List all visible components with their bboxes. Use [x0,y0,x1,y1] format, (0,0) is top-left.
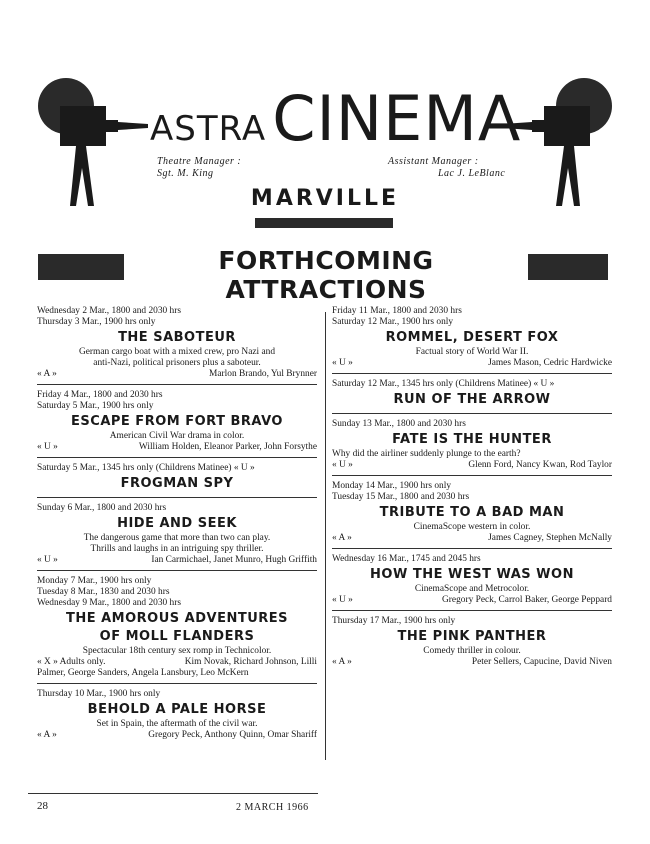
film-rating: « A » [332,533,352,543]
film-listing [332,481,612,549]
showtime-line: Sunday 13 Mar., 1800 and 2030 hrs [332,419,466,429]
film-rating: « A » [37,730,57,740]
showtimes [37,390,317,412]
showtimes [332,616,612,627]
film-cast: Marlon Brando, Yul Brynner [209,369,317,379]
title-part-cinema: CINEMA [272,82,522,155]
film-listing [332,616,612,672]
film-rating: « U » [37,555,58,565]
film-description: Comedy thriller in colour. [423,646,521,656]
rating-cast-line [37,730,317,741]
rating-cast-line [332,358,612,369]
film-cast: Kim Novak, Richard Johnson, Lilli [184,657,317,667]
showtimes [332,481,612,503]
showtimes [37,689,317,700]
film-rating: « A » [37,369,57,379]
showtime-line: Thursday 10 Mar., 1900 hrs only [37,689,161,699]
showtimes [332,554,612,565]
film-rating: « X » Adults only. [37,657,106,667]
town-name: MARVILLE [250,186,400,211]
page-number: 28 [37,800,48,812]
film-title: FROGMAN SPY [120,476,234,491]
assistant-manager-label: Assistant Manager : [388,156,479,167]
town-underline [255,218,393,228]
left-column [37,306,317,750]
showtime-line: Friday 4 Mar., 1800 and 2030 hrs [37,390,163,400]
footer-rule [28,793,318,794]
film-listing [332,379,612,414]
showtime-line: Saturday 5 Mar., 1900 hrs only [37,401,154,411]
rating-cast-line [332,533,612,544]
film-description: Thrills and laughs in an intriguing spy thriller. [90,544,264,554]
title-part-astra: ASTRA [150,109,267,149]
showtime-line: Thursday 3 Mar., 1900 hrs only [37,317,156,327]
film-title: THE AMOROUS ADVENTURES [65,611,289,626]
film-title: THE PINK PANTHER [397,629,547,644]
film-description: anti-Nazi, political prisoners plus a saboteur. [93,358,261,368]
rating-cast-line [37,555,317,566]
film-listing [37,576,317,684]
film-description: Set in Spain, the aftermath of the civil war. [96,719,258,729]
showtime-line: Saturday 12 Mar., 1345 hrs only (Childrens Matinee) « U » [332,379,555,389]
film-projector-icon [30,76,150,206]
film-rating: « U » [332,358,353,368]
theatre-manager-name: Sgt. M. King [157,168,214,179]
film-title: ESCAPE FROM FORT BRAVO [71,414,283,429]
film-listing [332,419,612,476]
film-rating: « U » [332,595,353,605]
showtimes [332,419,612,430]
film-description: German cargo boat with a mixed crew, pro Nazi and [78,347,276,357]
film-listing [37,306,317,385]
assistant-manager-name: Lac J. LeBlanc [438,168,506,179]
film-description: Factual story of World War II. [415,347,529,357]
film-rating: « U » [37,442,58,452]
showtime-line: Friday 11 Mar., 1800 and 2030 hrs [332,306,462,316]
rating-cast-line [37,657,317,668]
showtime-line: Wednesday 16 Mar., 1745 and 2045 hrs [332,554,481,564]
film-listing [37,463,317,498]
showtimes [332,306,612,328]
film-description: Spectacular 18th century sex romp in Technicolor. [82,646,272,656]
rating-cast-line [332,460,612,471]
showtime-line: Wednesday 9 Mar., 1800 and 2030 hrs [37,598,182,608]
film-title: BEHOLD A PALE HORSE [87,702,267,717]
showtimes [332,379,612,390]
column-divider [325,312,326,760]
showtime-line: Tuesday 8 Mar., 1830 and 2030 hrs [37,587,170,597]
film-description: American Civil War drama in color. [109,431,245,441]
showtime-line: Saturday 5 Mar., 1345 hrs only (Childrens Matinee) « U » [37,463,255,473]
film-description: The dangerous game that more than two can play. [83,533,271,543]
film-description: CinemaScope western in color. [413,522,531,532]
cinema-title [150,82,522,164]
showtime-line: Saturday 12 Mar., 1900 hrs only [332,317,454,327]
right-column [332,306,612,677]
film-description: Why did the airliner suddenly plunge to the earth? [332,449,521,459]
film-cast: Gregory Peck, Carrol Baker, George Peppard [442,595,612,605]
film-cast: James Mason, Cedric Hardwicke [488,358,612,368]
film-title: HIDE AND SEEK [117,516,237,531]
film-title: OF MOLL FLANDERS [99,629,255,644]
showtime-line: Wednesday 2 Mar., 1800 and 2030 hrs [37,306,182,316]
film-cast-continued: Palmer, George Sanders, Angela Lansbury, Leo McKern [37,668,249,678]
film-cast: Ian Carmichael, Janet Munro, Hugh Griffith [151,555,317,565]
film-rating: « A » [332,657,352,667]
showtime-line: Sunday 6 Mar., 1800 and 2030 hrs [37,503,167,513]
film-listing [37,689,317,745]
film-title: TRIBUTE TO A BAD MAN [379,505,565,520]
film-rating: « U » [332,460,353,470]
film-listing [37,503,317,571]
film-listing [37,390,317,458]
film-title: HOW THE WEST WAS WON [370,567,574,582]
showtimes [37,576,317,609]
showtime-line: Monday 14 Mar., 1900 hrs only [332,481,452,491]
showtime-line: Thursday 17 Mar., 1900 hrs only [332,616,456,626]
film-listing [332,554,612,611]
film-title: RUN OF THE ARROW [393,392,551,407]
rating-cast-line [37,442,317,453]
rating-cast-line [332,657,612,668]
banner-block-left [38,254,124,280]
issue-date: 2 MARCH 1966 [236,802,309,813]
showtime-line: Monday 7 Mar., 1900 hrs only [37,576,152,586]
film-cast: Gregory Peck, Anthony Quinn, Omar Shariff [148,730,317,740]
film-title: THE SABOTEUR [118,330,236,345]
film-title: FATE IS THE HUNTER [392,432,552,447]
rating-cast-line [332,595,612,606]
showtime-line: Tuesday 15 Mar., 1800 and 2030 hrs [332,492,470,502]
film-cast: William Holden, Eleanor Parker, John Forsythe [138,442,317,452]
theatre-manager-label: Theatre Manager : [157,156,242,167]
showtimes [37,306,317,328]
film-title: ROMMEL, DESERT FOX [385,330,559,345]
assistant-manager [388,156,505,180]
film-listing [332,306,612,374]
banner-heading: FORTHCOMING ATTRACTIONS [218,246,434,304]
banner-block-right [528,254,608,280]
rating-cast-line [37,369,317,380]
film-cast: James Cagney, Stephen McNally [488,533,612,543]
film-description: CinemaScope and Metrocolor. [414,584,530,594]
showtimes [37,463,317,474]
film-cast: Peter Sellers, Capucine, David Niven [471,657,612,667]
theatre-manager [157,156,241,180]
film-cast: Glenn Ford, Nancy Kwan, Rod Taylor [468,460,612,470]
showtimes [37,503,317,514]
